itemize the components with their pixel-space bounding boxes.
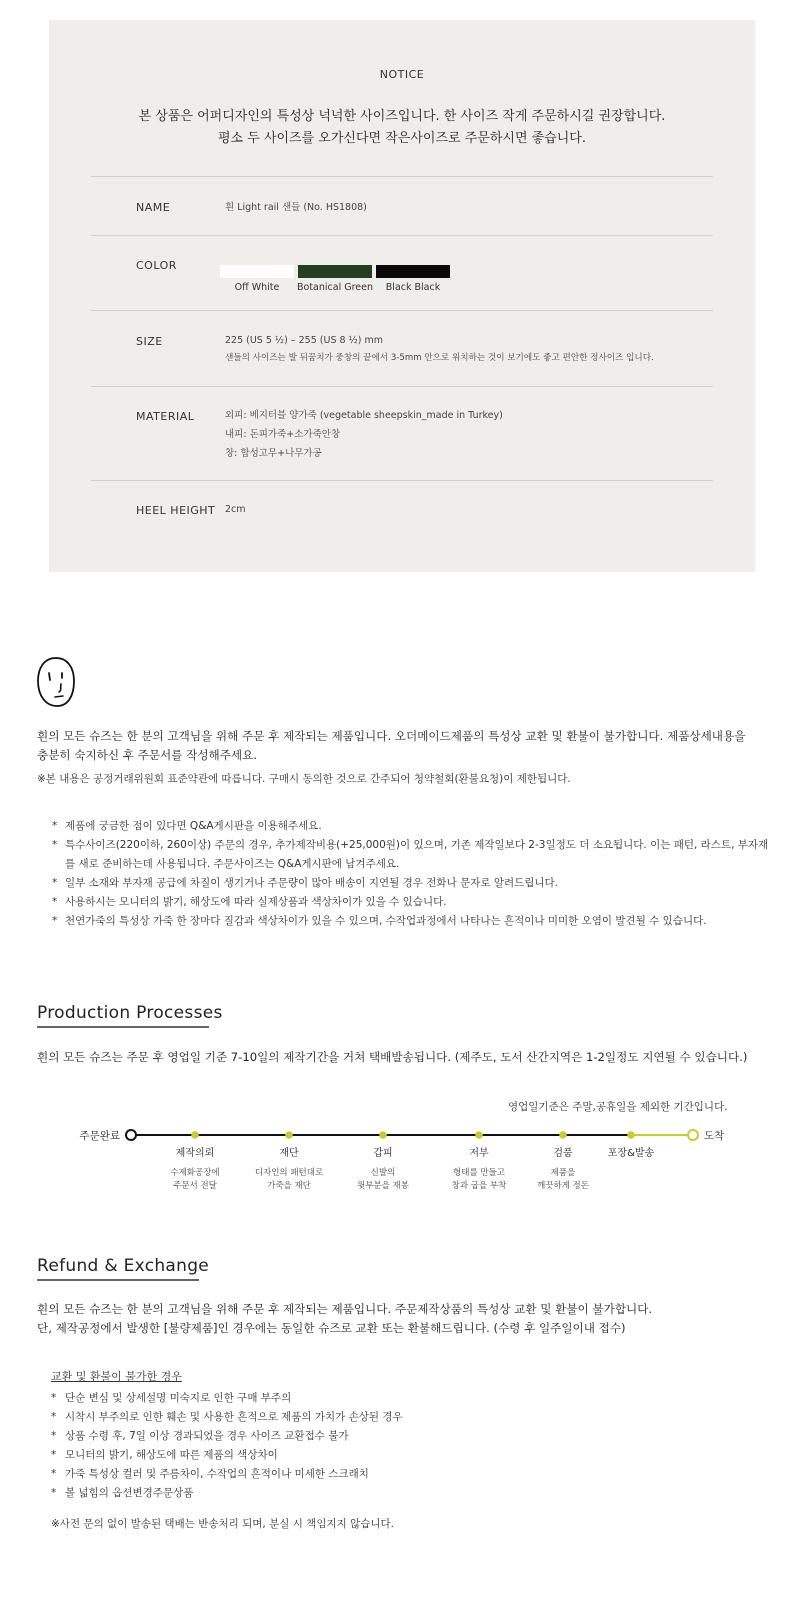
- production-title-underline: [37, 1026, 209, 1028]
- step-desc: 창과 굽을 부착: [451, 1181, 507, 1190]
- heel-height-value: 2cm: [225, 504, 246, 515]
- bullet-text: 제품에 궁금한 점이 있다면 Q&A게시판을 이용해주세요.: [65, 820, 322, 832]
- refund-description: [37, 1300, 777, 1338]
- divider: [91, 235, 713, 236]
- step-dot: [191, 1131, 199, 1139]
- step-desc: 제품을: [550, 1168, 576, 1178]
- list-item: [51, 1465, 403, 1484]
- refund-line-2: 단, 제작공정에서 발생한 [불량제품]인 경우에는 동일한 슈즈로 교환 또는 환불해드립니다. (수령 후 일주일이내 접수): [37, 1321, 626, 1335]
- divider: [91, 480, 713, 481]
- notice-panel: [49, 20, 755, 572]
- divider: [91, 310, 713, 311]
- production-description: 흰의 모든 슈즈는 주문 후 영업일 기준 7-10일의 제작기간을 거쳐 택배발송됩니다. (제주도, 도서 산간지역은 1-2일정도 지연될 수 있습니다.): [37, 1050, 748, 1064]
- list-item: [51, 1408, 403, 1427]
- heel-height-label: HEEL HEIGHT: [136, 504, 216, 517]
- bullet-text: 가죽 특성상 컬러 및 주름차이, 수작업의 흔적이나 미세한 스크래치: [65, 1468, 369, 1480]
- end-label: 도착: [704, 1130, 725, 1142]
- bullet-text: 상품 수령 후, 7일 이상 경과되었을 경우 사이즈 교환접수 불가: [65, 1430, 349, 1442]
- refund-line-1: 흰의 모든 슈즈는 한 분의 고객님을 위해 주문 후 제작되는 제품입니다. 주문제작상품의 특성상 교환 및 환불이 불가합니다.: [37, 1302, 653, 1316]
- bullet-text: 사용하시는 모니터의 밝기, 해상도에 따라 실제상품과 색상차이가 있을 수 있습니다.: [65, 896, 447, 908]
- divider: [91, 176, 713, 177]
- step-desc: 수제화공장에: [170, 1168, 220, 1178]
- step-name: 포장&발송: [607, 1148, 655, 1159]
- bullet-star: *: [51, 1411, 57, 1423]
- color-swatch-black-black[interactable]: [376, 265, 450, 278]
- bullet-text: 볼 넓힘의 옵션변경주문상품: [65, 1487, 194, 1499]
- list-item: [51, 1484, 403, 1503]
- bullet-star: *: [51, 1392, 57, 1404]
- bullet-star: *: [52, 877, 58, 889]
- list-item: [51, 1446, 403, 1465]
- divider: [91, 386, 713, 387]
- bullet-star: *: [52, 915, 58, 927]
- step-name: 갑피: [373, 1148, 393, 1159]
- notice-line-1: 본 상품은 어퍼디자인의 특성상 넉넉한 사이즈입니다. 한 사이즈 작게 주문하시길 권장합니다.: [138, 109, 666, 124]
- bullet-star: *: [52, 820, 58, 832]
- color-swatch-botanical-green[interactable]: [298, 265, 372, 278]
- business-day-note: 영업일기준은 주말,공휴일을 제외한 기간입니다.: [508, 1101, 728, 1113]
- bullet-star: *: [51, 1449, 57, 1461]
- material-inner: 내피: 돈피가죽+소가죽안창: [225, 429, 341, 440]
- color-label: COLOR: [136, 259, 177, 272]
- start-node: [126, 1130, 136, 1140]
- name-value: 흰 Light rail 샌들 (No. HS1808): [225, 202, 367, 213]
- step-1: [170, 1131, 219, 1190]
- step-desc: 주문서 전달: [173, 1181, 217, 1190]
- order-made-line-2: 충분히 숙지하신 후 주문서를 작성해주세요.: [37, 748, 258, 762]
- step-5: [537, 1131, 590, 1190]
- size-label: SIZE: [136, 335, 163, 348]
- material-outer: 외피: 베지터블 양가죽 (vegetable sheepskin_made in Turkey): [225, 410, 503, 421]
- list-item: [52, 836, 772, 874]
- face-icon: [36, 656, 76, 708]
- order-made-notice: [37, 727, 787, 765]
- start-label: 주문완료: [79, 1130, 120, 1142]
- step-name: 재단: [279, 1148, 299, 1159]
- list-item: [52, 893, 772, 912]
- refund-title: Refund & Exchange: [37, 1256, 210, 1276]
- step-dot: [627, 1131, 635, 1139]
- bullet-text: 일부 소재와 부자재 공급에 차질이 생기거나 주문량이 많아 배송이 지연될 경우 전화나 문자로 알려드립니다.: [65, 877, 559, 889]
- size-value: 225 (US 5 ½) – 255 (US 8 ½) mm: [225, 335, 383, 346]
- production-title: Production Processes: [37, 1003, 223, 1023]
- bullet-star: *: [51, 1430, 57, 1442]
- color-swatch-off-white[interactable]: [220, 265, 294, 278]
- bullet-star: *: [51, 1487, 57, 1499]
- step-name: 제작의뢰: [175, 1148, 215, 1159]
- step-name: 저부: [469, 1148, 489, 1159]
- list-item: [51, 1389, 403, 1408]
- policy-note: ※본 내용은 공정거래위원회 표준약관에 따릅니다. 구매시 동의한 것으로 간주되어 청약철회(환불요청)이 제한됩니다.: [37, 773, 571, 785]
- step-dot: [559, 1131, 567, 1139]
- bullet-star: *: [52, 896, 58, 908]
- refund-title-underline: [37, 1279, 199, 1281]
- step-desc: 가죽을 재단: [267, 1181, 311, 1190]
- list-item: [51, 1427, 403, 1446]
- step-2: [255, 1131, 324, 1190]
- notice-message: [49, 106, 755, 150]
- step-4: [452, 1131, 507, 1190]
- order-made-line-1: 흰의 모든 슈즈는 한 분의 고객님을 위해 주문 후 제작되는 제품입니다. 오더메이드제품의 특성상 교환 및 환불이 불가합니다. 제품상세내용을: [37, 729, 746, 743]
- step-desc: 형태를 만들고: [453, 1168, 505, 1178]
- step-3: [357, 1131, 410, 1190]
- list-item: [52, 874, 772, 893]
- step-dot: [475, 1131, 483, 1139]
- notice-title: NOTICE: [379, 68, 425, 81]
- step-name: 검품: [553, 1148, 573, 1159]
- shipping-note: ※사전 문의 없이 발송된 택배는 반송처리 되며, 분실 시 책임지지 않습니다.: [51, 1518, 394, 1530]
- bullet-text: 특수사이즈(220이하, 260이상) 주문의 경우, 추가제작비용(+25,000원)이 있으며, 기존 제작일보다 2-3일정도 더 소요됩니다. 이는 패턴, 라스트, 부자재를 새로 준비하는데 사용됩니다. 주문사이즈는 Q&A게시판에 남겨주세요.: [65, 839, 769, 870]
- color-name-off-white: Off White: [234, 282, 280, 293]
- size-note: 샌들의 사이즈는 발 뒤꿈치가 중창의 끝에서 3-5mm 안으로 위치하는 것이 보기에도 좋고 편안한 정사이즈 입니다.: [225, 353, 654, 363]
- bullet-star: *: [51, 1468, 57, 1480]
- bullet-text: 시착시 부주의로 인한 훼손 및 사용한 흔적으로 제품의 가치가 손상된 경우: [65, 1411, 403, 1423]
- list-item: [52, 912, 772, 931]
- process-timeline: [0, 1090, 800, 1190]
- step-desc: 윗부분을 재봉: [357, 1181, 409, 1190]
- material-sole: 창: 합성고무+나무가공: [225, 448, 322, 459]
- refund-subtitle: 교환 및 환불이 불가한 경우: [51, 1370, 182, 1383]
- color-name-black-black: Black Black: [385, 282, 441, 293]
- material-label: MATERIAL: [136, 410, 195, 423]
- end-node: [688, 1130, 698, 1140]
- bullet-text: 모니터의 밝기, 해상도에 따른 제품의 색상차이: [65, 1449, 278, 1461]
- bullet-text: 단순 변심 및 상세설명 미숙지로 인한 구매 부주의: [65, 1392, 292, 1404]
- step-desc: 깨끗하게 정돈: [537, 1181, 589, 1190]
- name-label: NAME: [136, 201, 171, 214]
- color-name-botanical-green: Botanical Green: [297, 282, 374, 293]
- notice-line-2: 평소 두 사이즈를 오가신다면 작은사이즈로 주문하시면 좋습니다.: [218, 131, 586, 146]
- bullet-text: 천연가죽의 특성상 가죽 한 장마다 질감과 색상차이가 있을 수 있으며, 수작업과정에서 나타나는 흔적이나 미미한 오염이 발견될 수 있습니다.: [65, 915, 707, 927]
- step-dot: [379, 1131, 387, 1139]
- info-bullet-list: [52, 817, 772, 931]
- step-desc: 디자인의 패턴대로: [254, 1168, 324, 1178]
- refund-bullet-list: [51, 1389, 403, 1503]
- bullet-star: *: [52, 839, 58, 851]
- step-dot: [285, 1131, 293, 1139]
- list-item: [52, 817, 772, 836]
- step-desc: 신발의: [370, 1168, 396, 1178]
